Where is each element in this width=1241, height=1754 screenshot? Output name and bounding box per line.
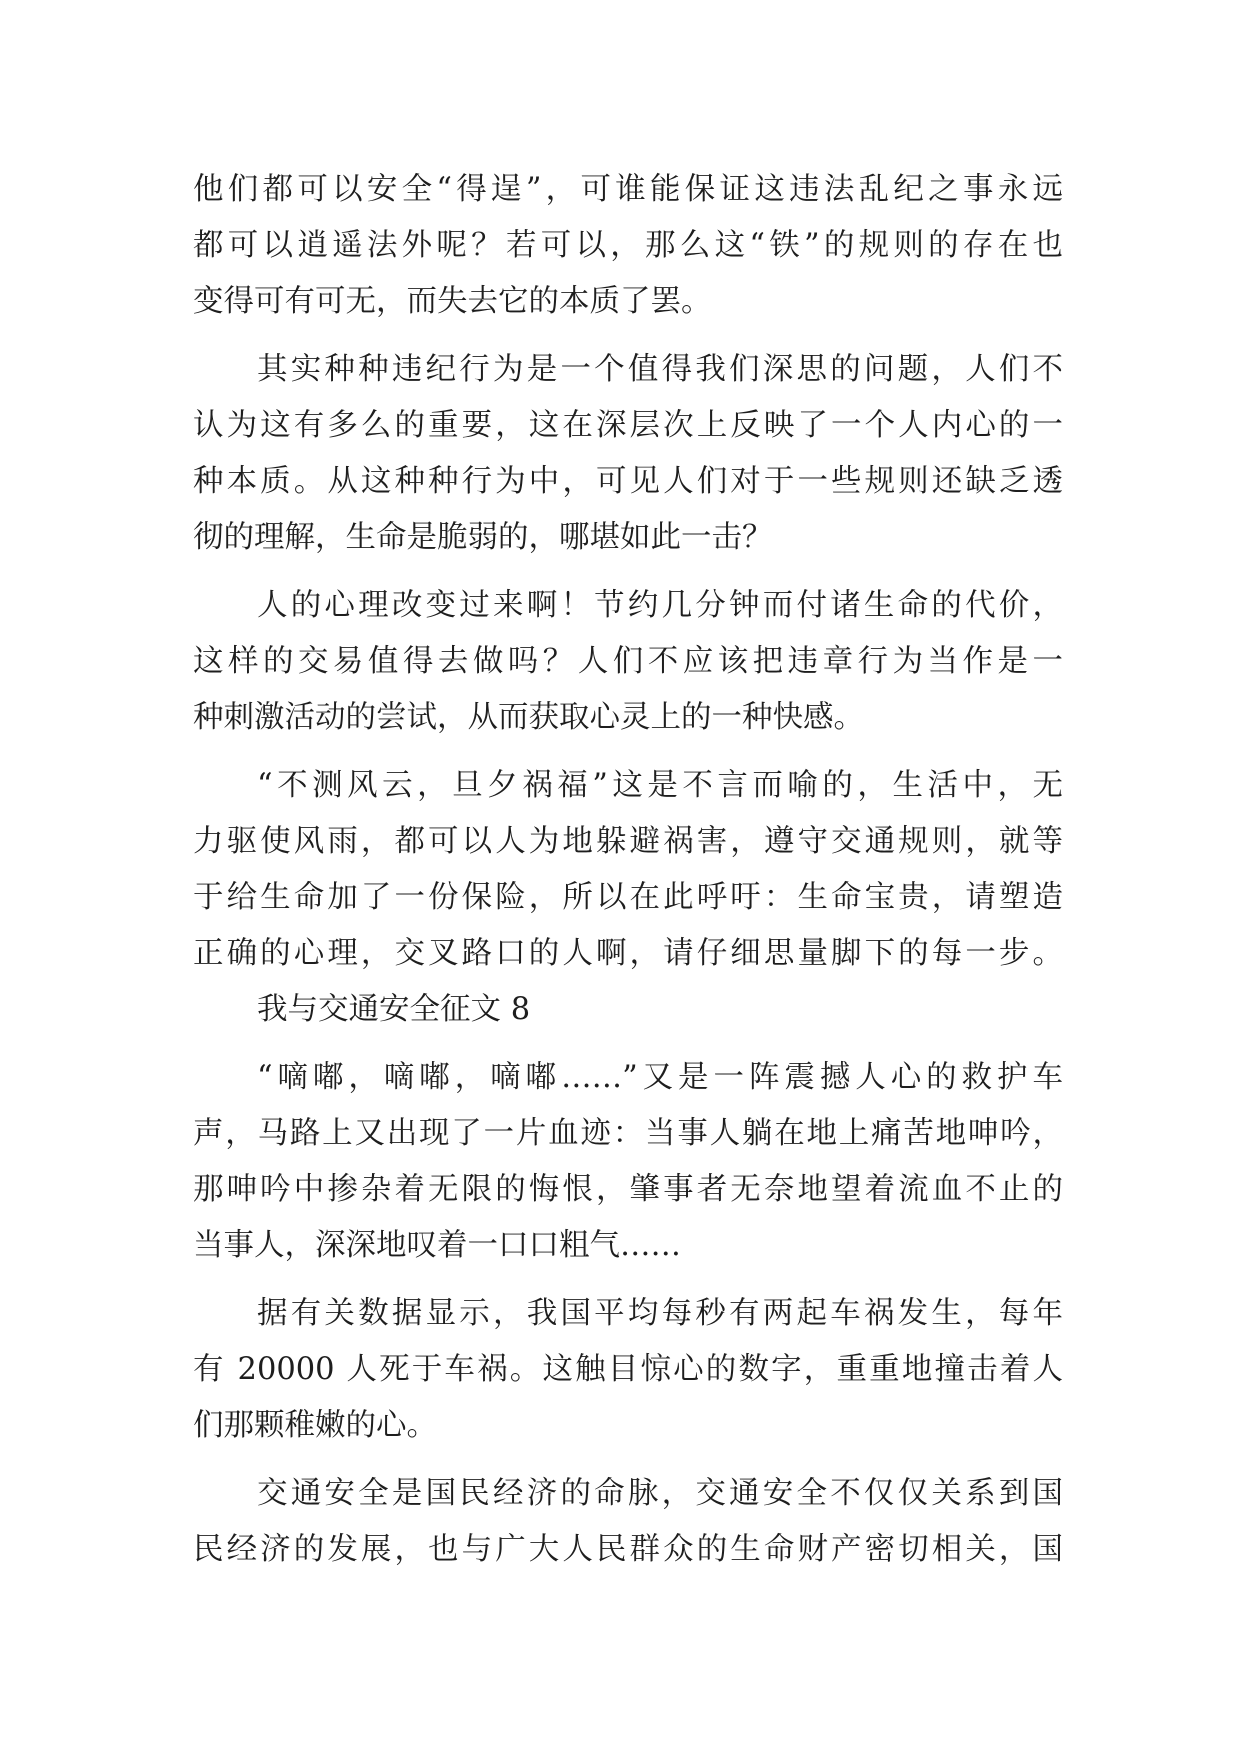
document-body [193, 162, 1063, 1578]
paragraph-4 [193, 758, 1063, 982]
text-line: 于给生命加了一份保险，所以在此呼吁：生命宝贵，请塑造 [193, 880, 1063, 915]
text-line: 他们都可以安全“得逞”，可谁能保证这违法乱纪之事永远 [193, 172, 1063, 207]
text-line: 这样的交易值得去做吗？人们不应该把违章行为当作是一 [193, 644, 1063, 679]
section-heading: 我与交通安全征文 8 [257, 992, 531, 1027]
paragraph-7 [193, 1286, 1063, 1454]
text-line: 声，马路上又出现了一片血迹：当事人躺在地上痛苦地呻吟， [193, 1116, 1063, 1151]
paragraph-2 [193, 342, 1063, 566]
text-line: “不测风云，旦夕祸福”这是不言而喻的，生活中，无 [257, 768, 1063, 803]
text-line: 力驱使风雨，都可以人为地躲避祸害，遵守交通规则，就等 [193, 824, 1063, 859]
text-line: 种刺激活动的尝试，从而获取心灵上的一种快感。 [193, 700, 864, 735]
text-line: 当事人，深深地叹着一口口粗气…… [193, 1228, 681, 1263]
paragraph-3 [193, 578, 1063, 746]
text-line: 种本质。从这种种行为中，可见人们对于一些规则还缺乏透 [193, 464, 1063, 499]
text-line: 们那颗稚嫩的心。 [193, 1408, 437, 1443]
text-line: 变得可有可无，而失去它的本质了罢。 [193, 284, 712, 319]
text-line: 那呻吟中掺杂着无限的悔恨，肇事者无奈地望着流血不止的 [193, 1172, 1063, 1207]
paragraph-1 [193, 162, 1063, 330]
text-line: 人的心理改变过来啊！节约几分钟而付诸生命的代价， [257, 588, 1063, 623]
paragraph-6 [193, 1050, 1063, 1274]
text-line: 正确的心理，交叉路口的人啊，请仔细思量脚下的每一步。 [193, 936, 1063, 971]
text-line: 交通安全是国民经济的命脉，交通安全不仅仅关系到国 [257, 1476, 1063, 1511]
paragraph-8 [193, 1466, 1063, 1578]
text-line: 民经济的发展，也与广大人民群众的生命财产密切相关，国 [193, 1532, 1063, 1567]
text-line: 据有关数据显示，我国平均每秒有两起车祸发生，每年 [257, 1296, 1063, 1331]
text-line: 彻的理解，生命是脆弱的，哪堪如此一击？ [193, 520, 773, 555]
text-line: 有 20000 人死于车祸。这触目惊心的数字，重重地撞击着人 [193, 1352, 1063, 1387]
text-line: 其实种种违纪行为是一个值得我们深思的问题，人们不 [257, 352, 1063, 387]
text-line: 认为这有多么的重要，这在深层次上反映了一个人内心的一 [193, 408, 1063, 443]
text-line: “嘀嘟，嘀嘟，嘀嘟……”又是一阵震撼人心的救护车 [257, 1060, 1063, 1095]
text-line: 都可以逍遥法外呢？若可以，那么这“铁”的规则的存在也 [193, 228, 1063, 263]
